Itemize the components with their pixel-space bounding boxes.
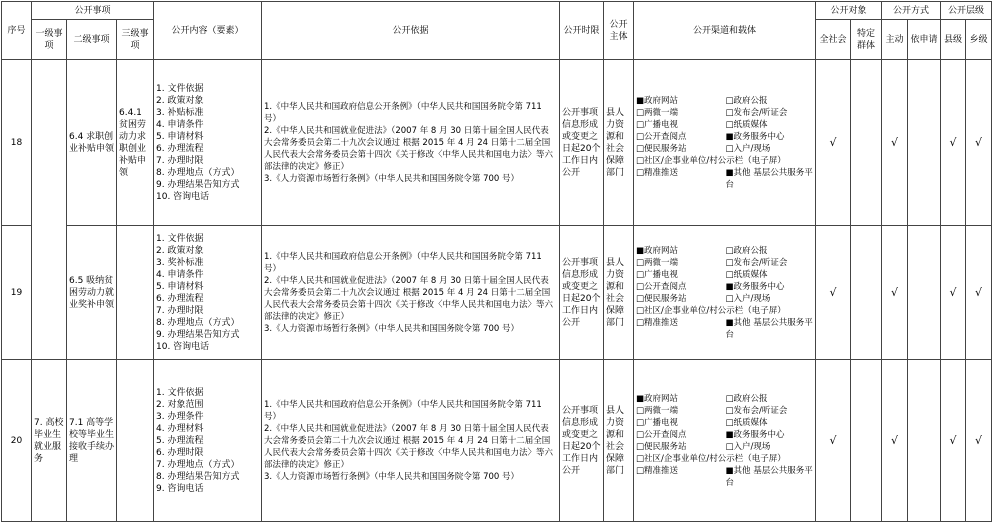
content-item: 8. 办理地点（方式） — [156, 317, 240, 328]
content-item: 4. 办理材料 — [156, 423, 204, 434]
basis-item: 3.《人力资源市场暂行条例》（中华人民共和国国务院令第 700 号） — [264, 173, 519, 184]
content-item: 6. 办理流程 — [156, 143, 204, 154]
header-l1: 一级事项 — [32, 20, 67, 60]
content-item: 5. 办理流程 — [156, 435, 204, 446]
channel-option: ■其他 基层公共服务平台 — [725, 317, 813, 340]
content-item: 4. 申请条件 — [156, 269, 204, 280]
basis-item: 3.《人力资源市场暂行条例》（中华人民共和国国务院令第 700 号） — [264, 471, 519, 482]
content-item: 9. 咨询电话 — [156, 483, 204, 494]
content-item: 7. 办理时限 — [156, 305, 204, 316]
check-mark: √ — [941, 360, 966, 522]
channel-option: □发布会/听证会 — [725, 257, 788, 268]
channel-option: □精准推送 — [636, 465, 679, 476]
row-seq: 20 — [2, 360, 32, 522]
channel-option: □入户/现场 — [725, 143, 771, 154]
table-row — [2, 360, 992, 522]
basis-item: 1.《中华人民共和国政府信息公开条例》（中华人民共和国国务院令第 711 号） — [264, 251, 542, 274]
header-level-town: 乡级 — [966, 20, 992, 60]
channel-option: □入户/现场 — [725, 293, 771, 304]
content-item: 2. 政策对象 — [156, 245, 204, 256]
row-l3 — [117, 360, 154, 522]
channel-option: □精准推送 — [636, 317, 679, 328]
check-mark — [851, 360, 882, 522]
channel-option: ■政府网站 — [636, 245, 679, 256]
channel-list — [636, 95, 813, 191]
channel-option: ■政府网站 — [636, 95, 679, 106]
channel-option: ■政务服务中心 — [725, 281, 785, 292]
header-mode-active: 主动 — [882, 20, 908, 60]
header-mode-request: 依申请 — [908, 20, 941, 60]
header-level: 公开层级 — [941, 2, 992, 20]
header-target: 公开对象 — [816, 2, 882, 20]
content-item: 7. 办理时限 — [156, 155, 204, 166]
row-seq: 18 — [2, 60, 32, 226]
channel-option: □精准推送 — [636, 167, 679, 178]
row-basis — [262, 60, 560, 226]
channel-option: ■其他 基层公共服务平台 — [725, 167, 813, 190]
content-item: 9. 办理结果告知方式 — [156, 329, 240, 340]
channel-option: □政府公报 — [725, 245, 768, 256]
content-item: 9. 办理结果告知方式 — [156, 179, 240, 190]
channel-option: □广播电视 — [636, 269, 679, 280]
channel-option: □便民服务站 — [636, 441, 687, 452]
check-mark: √ — [941, 60, 966, 226]
header-l3: 三级事项 — [117, 20, 154, 60]
content-item: 2. 对象范围 — [156, 399, 204, 410]
channel-option: □社区/企事业单位/村公示栏（电子屏） — [636, 453, 786, 464]
row-channels — [634, 60, 816, 226]
check-mark: √ — [966, 60, 992, 226]
check-mark — [851, 226, 882, 360]
row-channels — [634, 226, 816, 360]
check-mark: √ — [816, 360, 851, 522]
row-l3 — [117, 226, 154, 360]
row-time: 公开事项信息形成或变更之日起20个工作日内公开 — [560, 360, 604, 522]
channel-option: □纸质媒体 — [725, 417, 768, 428]
content-item: 5. 申请材料 — [156, 131, 204, 142]
content-item: 7. 办理地点（方式） — [156, 459, 240, 470]
channel-option: □入户/现场 — [725, 441, 771, 452]
check-mark: √ — [882, 226, 908, 360]
content-item: 1. 文件依据 — [156, 233, 204, 244]
content-item: 8. 办理结果告知方式 — [156, 471, 240, 482]
basis-item: 1.《中华人民共和国政府信息公开条例》（中华人民共和国国务院令第 711 号） — [264, 399, 542, 422]
check-mark — [908, 226, 941, 360]
check-mark: √ — [941, 226, 966, 360]
channel-option: □广播电视 — [636, 417, 679, 428]
row-content — [154, 226, 262, 360]
row-l2: 7.1 高等学校等毕业生接收手续办理 — [67, 360, 117, 522]
header-subject: 公开主体 — [604, 2, 634, 60]
channel-option: □两微一端 — [636, 107, 679, 118]
content-item: 3. 办理条件 — [156, 411, 204, 422]
check-mark: √ — [816, 60, 851, 226]
check-mark: √ — [966, 226, 992, 360]
content-item: 2. 政策对象 — [156, 95, 204, 106]
channel-option: □两微一端 — [636, 257, 679, 268]
channel-option: □纸质媒体 — [725, 269, 768, 280]
content-item: 4. 申请条件 — [156, 119, 204, 130]
header-item: 公开事项 — [32, 2, 154, 20]
channel-list — [636, 393, 813, 489]
check-mark: √ — [882, 360, 908, 522]
channel-list — [636, 245, 813, 341]
content-item: 6. 办理流程 — [156, 293, 204, 304]
row-l2: 6.4 求职创业补贴申领 — [67, 60, 117, 226]
header-target-all: 全社会 — [816, 20, 851, 60]
row-basis — [262, 226, 560, 360]
channel-option: ■政务服务中心 — [725, 429, 785, 440]
channel-option: ■政务服务中心 — [725, 131, 785, 142]
channel-option: □公开查阅点 — [636, 131, 687, 142]
check-mark — [851, 60, 882, 226]
disclosure-table — [1, 1, 992, 522]
table-row — [2, 226, 992, 360]
row-basis — [262, 360, 560, 522]
content-item: 10. 咨询电话 — [156, 191, 210, 202]
header-mode: 公开方式 — [882, 2, 941, 20]
channel-option: □便民服务站 — [636, 293, 687, 304]
content-item: 8. 办理地点（方式） — [156, 167, 240, 178]
row-l2: 6.5 吸纳贫困劳动力就业奖补申领 — [67, 226, 117, 360]
header-content: 公开内容（要素） — [154, 2, 262, 60]
content-item: 3. 补贴标准 — [156, 107, 204, 118]
channel-option: □社区/企事业单位/村公示栏（电子屏） — [636, 155, 786, 166]
channel-option: □公开查阅点 — [636, 429, 687, 440]
check-mark: √ — [816, 226, 851, 360]
check-mark — [908, 60, 941, 226]
row-subject: 县人力资源和社会保障部门 — [604, 226, 634, 360]
channel-option: □发布会/听证会 — [725, 405, 788, 416]
basis-item: 3.《人力资源市场暂行条例》（中华人民共和国国务院令第 700 号） — [264, 323, 519, 334]
channel-option: □两微一端 — [636, 405, 679, 416]
row-content — [154, 360, 262, 522]
basis-item: 2.《中华人民共和国就业促进法》（2007 年 8 月 30 日第十届全国人民代表大会常务委员会第二十九次会议通过 根据 2015 年 4 月 24 日第十二届全国人民代表大会常务委员会第十四次《关于修改〈中华人民共和国电力法〉等六部法律的决定》修正） — [264, 275, 554, 322]
content-item: 1. 文件依据 — [156, 387, 204, 398]
header-level-county: 县级 — [941, 20, 966, 60]
channel-option: □便民服务站 — [636, 143, 687, 154]
content-item: 6. 办理时限 — [156, 447, 204, 458]
row-time: 公开事项信息形成或变更之日起20个工作日内公开 — [560, 226, 604, 360]
row-l1: 7. 高校毕业生就业服务 — [32, 360, 67, 522]
check-mark: √ — [966, 360, 992, 522]
channel-option: □公开查阅点 — [636, 281, 687, 292]
header-channels: 公开渠道和载体 — [634, 2, 816, 60]
row-seq: 19 — [2, 226, 32, 360]
channel-option: □发布会/听证会 — [725, 107, 788, 118]
header-seq: 序号 — [2, 2, 32, 60]
basis-item: 2.《中华人民共和国就业促进法》（2007 年 8 月 30 日第十届全国人民代表大会常务委员会第二十九次会议通过 根据 2015 年 4 月 24 日第十二届全国人民代表大会常务委员会第十四次《关于修改〈中华人民共和国电力法〉等六部法律的决定》修正） — [264, 125, 554, 172]
row-time: 公开事项信息形成或变更之日起20个工作日内公开 — [560, 60, 604, 226]
content-item: 1. 文件依据 — [156, 83, 204, 94]
header-target-specific: 特定群体 — [851, 20, 882, 60]
channel-option: ■政府网站 — [636, 393, 679, 404]
row-subject: 县人力资源和社会保障部门 — [604, 360, 634, 522]
header-l2: 二级事项 — [67, 20, 117, 60]
channel-option: □政府公报 — [725, 393, 768, 404]
row-l1 — [32, 60, 67, 360]
basis-item: 1.《中华人民共和国政府信息公开条例》（中华人民共和国国务院令第 711 号） — [264, 101, 542, 124]
basis-item: 2.《中华人民共和国就业促进法》（2007 年 8 月 30 日第十届全国人民代表大会常务委员会第二十九次会议通过 根据 2015 年 4 月 24 日第十二届全国人民代表大会常务委员会第十四次《关于修改〈中华人民共和国电力法〉等六部法律的决定》修正） — [264, 423, 554, 470]
check-mark — [908, 360, 941, 522]
channel-option: □政府公报 — [725, 95, 768, 106]
check-mark: √ — [882, 60, 908, 226]
channel-option: □广播电视 — [636, 119, 679, 130]
content-item: 3. 奖补标准 — [156, 257, 204, 268]
header-time: 公开时限 — [560, 2, 604, 60]
channel-option: □纸质媒体 — [725, 119, 768, 130]
content-item: 10. 咨询电话 — [156, 341, 210, 352]
row-l3: 6.4.1 贫困劳动力求职创业补贴申领 — [117, 60, 154, 226]
row-channels — [634, 360, 816, 522]
row-subject: 县人力资源和社会保障部门 — [604, 60, 634, 226]
row-content — [154, 60, 262, 226]
channel-option: □社区/企事业单位/村公示栏（电子屏） — [636, 305, 786, 316]
channel-option: ■其他 基层公共服务平台 — [725, 465, 813, 488]
content-item: 5. 申请材料 — [156, 281, 204, 292]
table-row — [2, 60, 992, 226]
header-basis: 公开依据 — [262, 2, 560, 60]
